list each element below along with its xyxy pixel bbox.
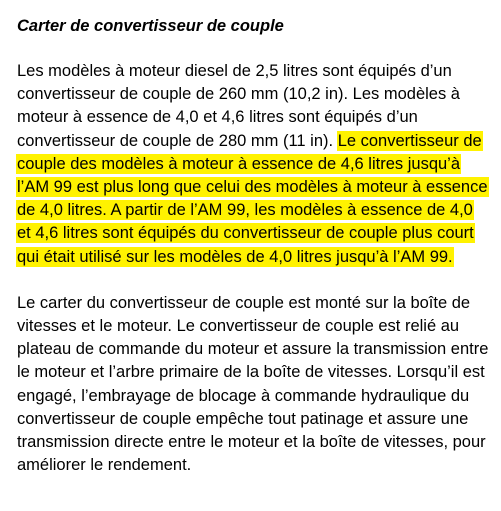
highlighted-text: Le convertisseur de couple des modèles à moteur à essence de 4,6 litres jusqu’à l’AM 99 est plus long que celui des modèles à moteur à essence de 4,0 litres. A partir de l’AM 99, les modèles à essence de 4,0 et 4,6 litres sont équipés du convertisseur de couple plus court qui était utilisé sur les modèles de 4,0 litres jusqu’à l’AM 99. [17,131,488,266]
paragraph-converter-housing: Le carter du convertisseur de couple est monté sur la boîte de vitesses et le moteur. Le convertisseur de couple est relié au plateau de commande du moteur et assure la transmission entre le moteur et l’arbre primaire de la boîte de vitesses. Lorsqu’il est engagé, l’embrayage de blocage à commande hydraulique du convertisseur de couple empêche tout patinage et assure une transmission directe entre le moteur et la boîte de vitesses, pour améliorer le rendement. [17,293,489,475]
paragraph-converter-models [17,60,491,269]
section-title: Carter de convertisseur de couple [17,17,284,35]
paragraph-text: Les modèles à moteur diesel de 2,5 litres sont équipés d’un convertisseur de couple de 260 mm (10,2 in). Les modèles à moteur à essence de 4,0 et 4,6 litres sont équipés d’un convertisseur de couple de 280 mm (11 in). [17,62,460,150]
